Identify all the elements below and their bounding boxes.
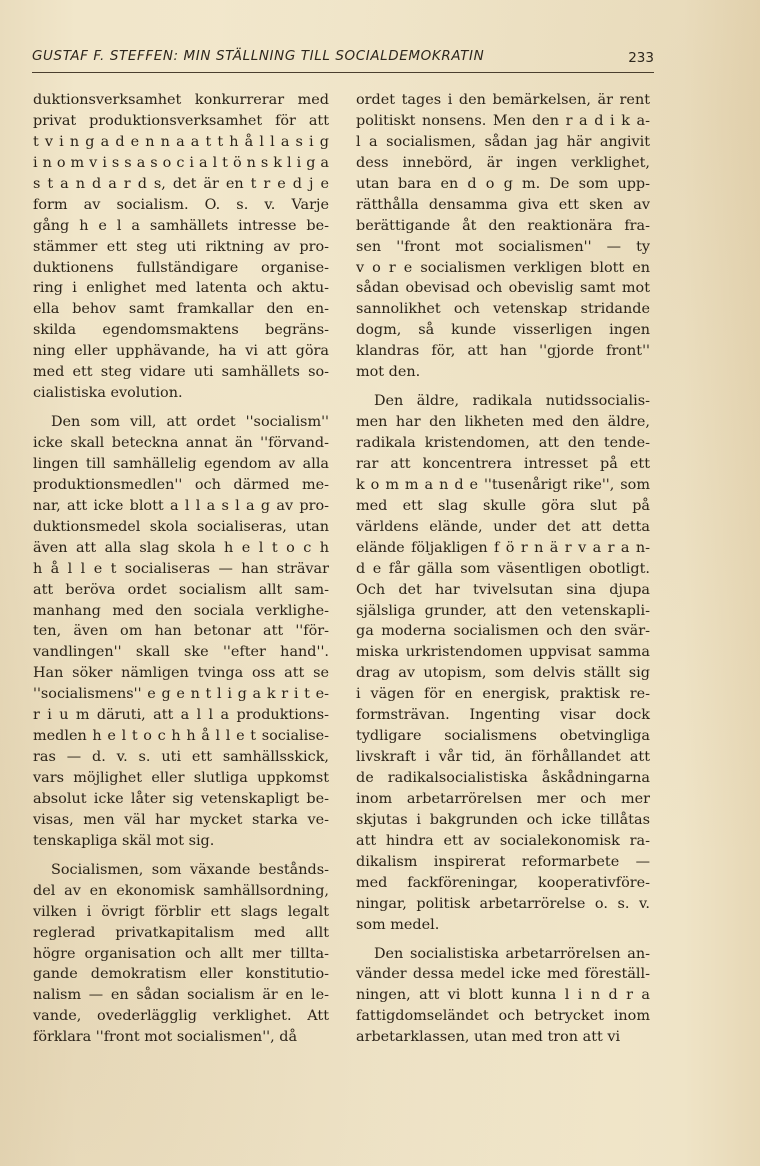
right-column-text-line: utan bara en d o g m. De som upp- — [356, 175, 650, 192]
right-column-text-line: rar att koncentrera intresset på ett — [356, 455, 650, 472]
left-column-text-line: manhang med den sociala verklighe- — [33, 602, 329, 619]
left-column-text-line: vars möjlighet eller slutliga uppkomst — [33, 770, 329, 786]
right-column-text-line: de radikalsocialistiska åskådningarna — [356, 770, 650, 786]
right-column-text-line: dess innebörd, är ingen verklighet, — [356, 154, 650, 171]
left-column-text-line: lingen till samhällelig egendom av alla — [33, 455, 329, 472]
left-column-text-line: med ett steg vidare uti samhällets so- — [33, 364, 329, 381]
right-column-text-line: tydligare socialismens obetvingliga — [356, 728, 650, 745]
right-column-text-line: v o r e socialismen verkligen blott en — [356, 259, 650, 276]
right-column-text-line: livskraft i vår tid, än förhållandet att — [356, 749, 650, 766]
left-column-text-line: vande, ovederlägglig verklighet. Att — [33, 1008, 329, 1025]
left-column-text-line: cialistiska evolution. — [33, 385, 183, 402]
left-column-text-line: stämmer ett steg uti riktning av pro- — [33, 238, 329, 255]
paragraph-gap — [33, 852, 329, 860]
right-column-text-line: men har den likheten med den äldre, — [356, 414, 650, 431]
right-column-text-line: vänder dessa medel icke med föreställ- — [356, 966, 650, 983]
right-column-text-line: skjutas i bakgrunden och icke tillåtas — [356, 811, 650, 828]
left-column-text-line: h å l l e t socialiseras — han strävar — [33, 560, 329, 577]
right-column-text-line: som medel. — [356, 916, 440, 933]
left-column-text-line: vilken i övrigt förblir ett slags legalt — [33, 903, 329, 920]
left-column-text-line: ten, även om han betonar att ''för- — [33, 623, 329, 640]
left-column-text-line: ras — d. v. s. uti ett samhällsskick, — [33, 749, 329, 766]
running-head: GUSTAF F. STEFFEN: MIN STÄLLNING TILL SOCIALDEMOKRATIN — [32, 48, 485, 64]
left-column-text-line: högre organisation och allt mer tillta- — [33, 945, 329, 962]
left-column-text-line: del av en ekonomisk samhällsordning, — [33, 882, 329, 899]
right-column-text-line: sådan obevisad och obevislig samt mot — [356, 280, 650, 297]
left-column-text-line: förklara ''front mot socialismen'', då — [33, 1029, 298, 1046]
right-column-text-line: ordet tages i den bemärkelsen, är rent — [356, 92, 650, 108]
right-column-text-line: berättigande åt den reaktionära fra- — [356, 217, 650, 234]
left-column-text-line: ning eller upphävande, ha vi att göra — [33, 343, 329, 360]
right-column-text-line: d e får gälla som väsentligen obotligt. — [356, 560, 650, 577]
left-column-text-line: duktionsmedel skola socialiseras, utan — [33, 518, 329, 535]
right-column-text-line: mot den. — [356, 364, 421, 381]
right-column-text-line: ningar, politisk arbetarrörelse o. s. v. — [356, 895, 650, 912]
right-column-text-line: miska urkristendomen uppvisat samma — [356, 644, 650, 661]
paragraph-gap — [356, 936, 650, 944]
right-column-text-line: k o m m a n d e ''tusenårigt rike'', som — [356, 476, 650, 493]
left-column-text-line: duktionens fullständigare organise- — [33, 259, 329, 276]
right-column-text-line: Den äldre, radikala nutidssocialis- — [374, 393, 650, 410]
left-column-text-line: duktionsverksamhet konkurrerar med — [33, 92, 329, 108]
left-column-text-line: att beröva ordet socialism allt sam- — [33, 581, 329, 598]
left-column-text-line: tenskapliga skäl mot sig. — [33, 832, 215, 849]
right-column — [356, 90, 650, 1048]
page-header — [32, 48, 654, 73]
left-column-text-line: s t a n d a r d s, det är en t r e d j e — [33, 175, 329, 192]
left-column-text-line: även att alla slag skola h e l t o c h — [33, 539, 329, 556]
right-column-text-line: inom arbetarrörelsen mer och mer — [356, 790, 650, 807]
right-column-text-line: Och det har tvivelsutan sina djupa — [356, 581, 650, 598]
left-column-text-line: gång h e l a samhällets intresse be- — [33, 217, 329, 234]
left-column-text-line: ''socialismens'' e g e n t l i g a k r i t e- — [33, 686, 329, 703]
right-column-text-line: l a socialismen, sådan jag här angivit — [356, 133, 650, 150]
right-column-text-line: själsliga grunder, att den vetenskapli- — [356, 602, 650, 619]
right-column-text-line: klandras för, att han ''gjorde front'' — [356, 343, 650, 360]
left-column-text-line: Han söker nämligen tvinga oss att se — [33, 665, 329, 682]
left-column-text-line: privat produktionsverksamhet för att — [33, 112, 329, 129]
page-number: 233 — [628, 50, 654, 66]
right-column-text-line: dikalism inspirerat reformarbete — — [356, 853, 650, 870]
right-column-text-line: världens elände, under det att detta — [356, 518, 650, 535]
right-column-text-line: sannolikhet och vetenskap stridande — [356, 301, 650, 318]
right-column-text-line: sen ''front mot socialismen'' — ty — [356, 238, 650, 255]
right-column-text-line: fattigdomseländet och betrycket inom — [356, 1008, 650, 1025]
left-column-text-line: t v i n g a d e n n a a t t h å l l a s i g — [33, 133, 329, 150]
left-column-text-line: medlen h e l t o c h h å l l e t socialise- — [33, 728, 329, 745]
right-column-text-line: ningen, att vi blott kunna l i n d r a — [356, 987, 650, 1004]
right-column-text-line: drag av utopism, som delvis ställt sig — [356, 665, 650, 682]
left-column — [33, 90, 329, 1048]
right-column-text-line: med ett slag skulle göra slut på — [356, 497, 650, 514]
left-column-text-line: vandlingen'' skall ske ''efter hand''. — [33, 644, 329, 661]
left-column-text-line: absolut icke låter sig vetenskapligt be- — [33, 790, 329, 807]
right-column-text-line: rätthålla densamma giva ett sken av — [356, 196, 650, 213]
left-column-text-line: reglerad privatkapitalism med allt — [33, 924, 329, 941]
right-column-text-line: med fackföreningar, kooperativföre- — [356, 874, 650, 891]
left-column-text-line: nalism — en sådan socialism är en le- — [33, 987, 329, 1004]
left-column-text-line: i n o m v i s s a s o c i a l t ö n s k l i g a — [33, 154, 329, 171]
right-column-text-line: elände följakligen f ö r n ä r v a r a n- — [356, 539, 650, 556]
left-column-text-line: produktionsmedlen'' och därmed me- — [33, 476, 329, 493]
right-column-text-line: arbetarklassen, utan med tron att vi — [356, 1029, 621, 1046]
left-column-text-line: Den som vill, att ordet ''socialism'' — [51, 414, 329, 431]
left-column-text-line: icke skall beteckna annat än ''förvand- — [33, 435, 329, 451]
left-column-text-line: visas, men väl har mycket starka ve- — [33, 811, 329, 828]
right-column-text-line: att hindra ett av socialekonomisk ra- — [356, 832, 650, 849]
right-column-text-line: formsträvan. Ingenting visar dock — [356, 707, 650, 724]
right-column-text-line: i vägen för en energisk, praktisk re- — [356, 686, 650, 703]
right-column-text-line: ga moderna socialismen och den svär- — [356, 623, 650, 640]
left-column-text-line: skilda egendomsmaktens begräns- — [33, 322, 329, 339]
left-column-text-line: nar, att icke blott a l l a s l a g av pro- — [33, 497, 329, 514]
right-column-text-line: radikala kristendomen, att den tende- — [356, 435, 650, 451]
left-column-text-line: Socialismen, som växande bestånds- — [51, 861, 329, 878]
right-column-text-line: dogm, så kunde visserligen ingen — [356, 322, 650, 339]
paragraph-gap — [33, 404, 329, 412]
right-column-text-line: politiskt nonsens. Men den r a d i k a- — [356, 112, 650, 129]
paragraph-gap — [356, 383, 650, 391]
left-column-text-line: ella behov samt framkallar den en- — [33, 301, 329, 318]
left-column-text-line: ring i enlighet med latenta och aktu- — [33, 280, 329, 297]
left-column-text-line: r i u m däruti, att a l l a produktions- — [33, 707, 329, 724]
left-column-text-line: form av socialism. O. s. v. Varje — [33, 196, 329, 213]
left-column-text-line: gande demokratism eller konstitutio- — [33, 966, 329, 983]
right-column-text-line: Den socialistiska arbetarrörelsen an- — [374, 945, 650, 962]
